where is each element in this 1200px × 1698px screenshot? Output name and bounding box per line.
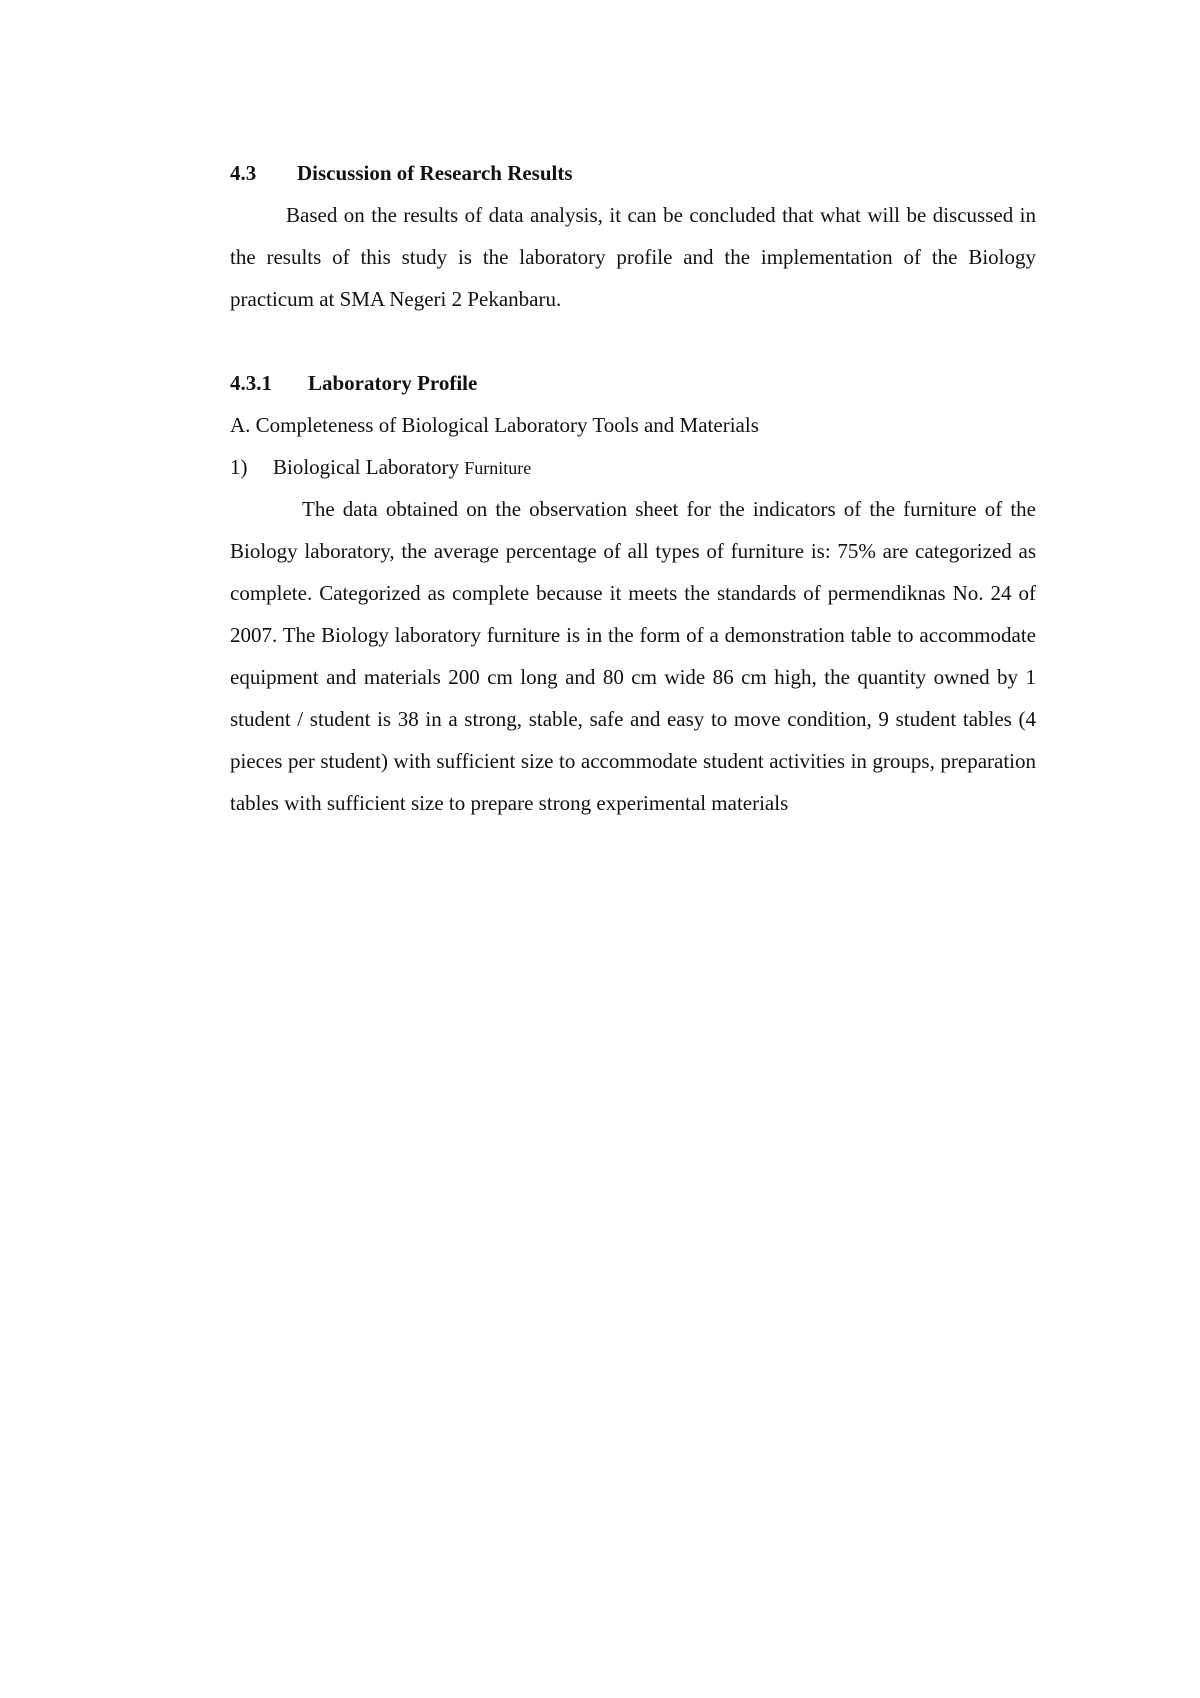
subsection-number: 4.3.1 (230, 371, 272, 395)
list-label-tail: Furniture (464, 458, 532, 478)
section-paragraph: Based on the results of data analysis, it can be concluded that what will be discussed in the results of this study is the laboratory profile and the implementation of the Biology practicum at SMA Negeri 2 Pekanbaru. (230, 203, 1036, 311)
section-title: Discussion of Research Results (297, 161, 573, 185)
section-heading (230, 152, 1036, 194)
list-item (230, 446, 1036, 488)
subsection-paragraph: The data obtained on the observation sheet for the indicators of the furniture of the Biology laboratory, the average percentage of all types of furniture is: 75% are categorized as complete. Categorized as complete because it meets the standards of permendiknas No. 24 of 2007. The Biology laboratory furniture is in the form of a demonstration table to accommodate equipment and materials 200 cm long and 80 cm wide 86 cm high, the quantity owned by 1 student / student is 38 in a strong, stable, safe and easy to move condition, 9 student tables (4 pieces per student) with sufficient size to accommodate student activities in groups, preparation tables with sufficient size to prepare strong experimental materials (230, 497, 1036, 815)
document-body (230, 152, 1036, 824)
list-marker: 1) (230, 455, 248, 479)
list-label (273, 446, 531, 489)
item-a-line: A. Completeness of Biological Laboratory Tools and Materials (230, 413, 759, 437)
subsection-title: Laboratory Profile (308, 371, 478, 395)
spacer (230, 320, 1036, 362)
subsection-heading (230, 362, 1036, 404)
section-number: 4.3 (230, 161, 257, 185)
list-label-main: Biological Laboratory (273, 455, 460, 479)
